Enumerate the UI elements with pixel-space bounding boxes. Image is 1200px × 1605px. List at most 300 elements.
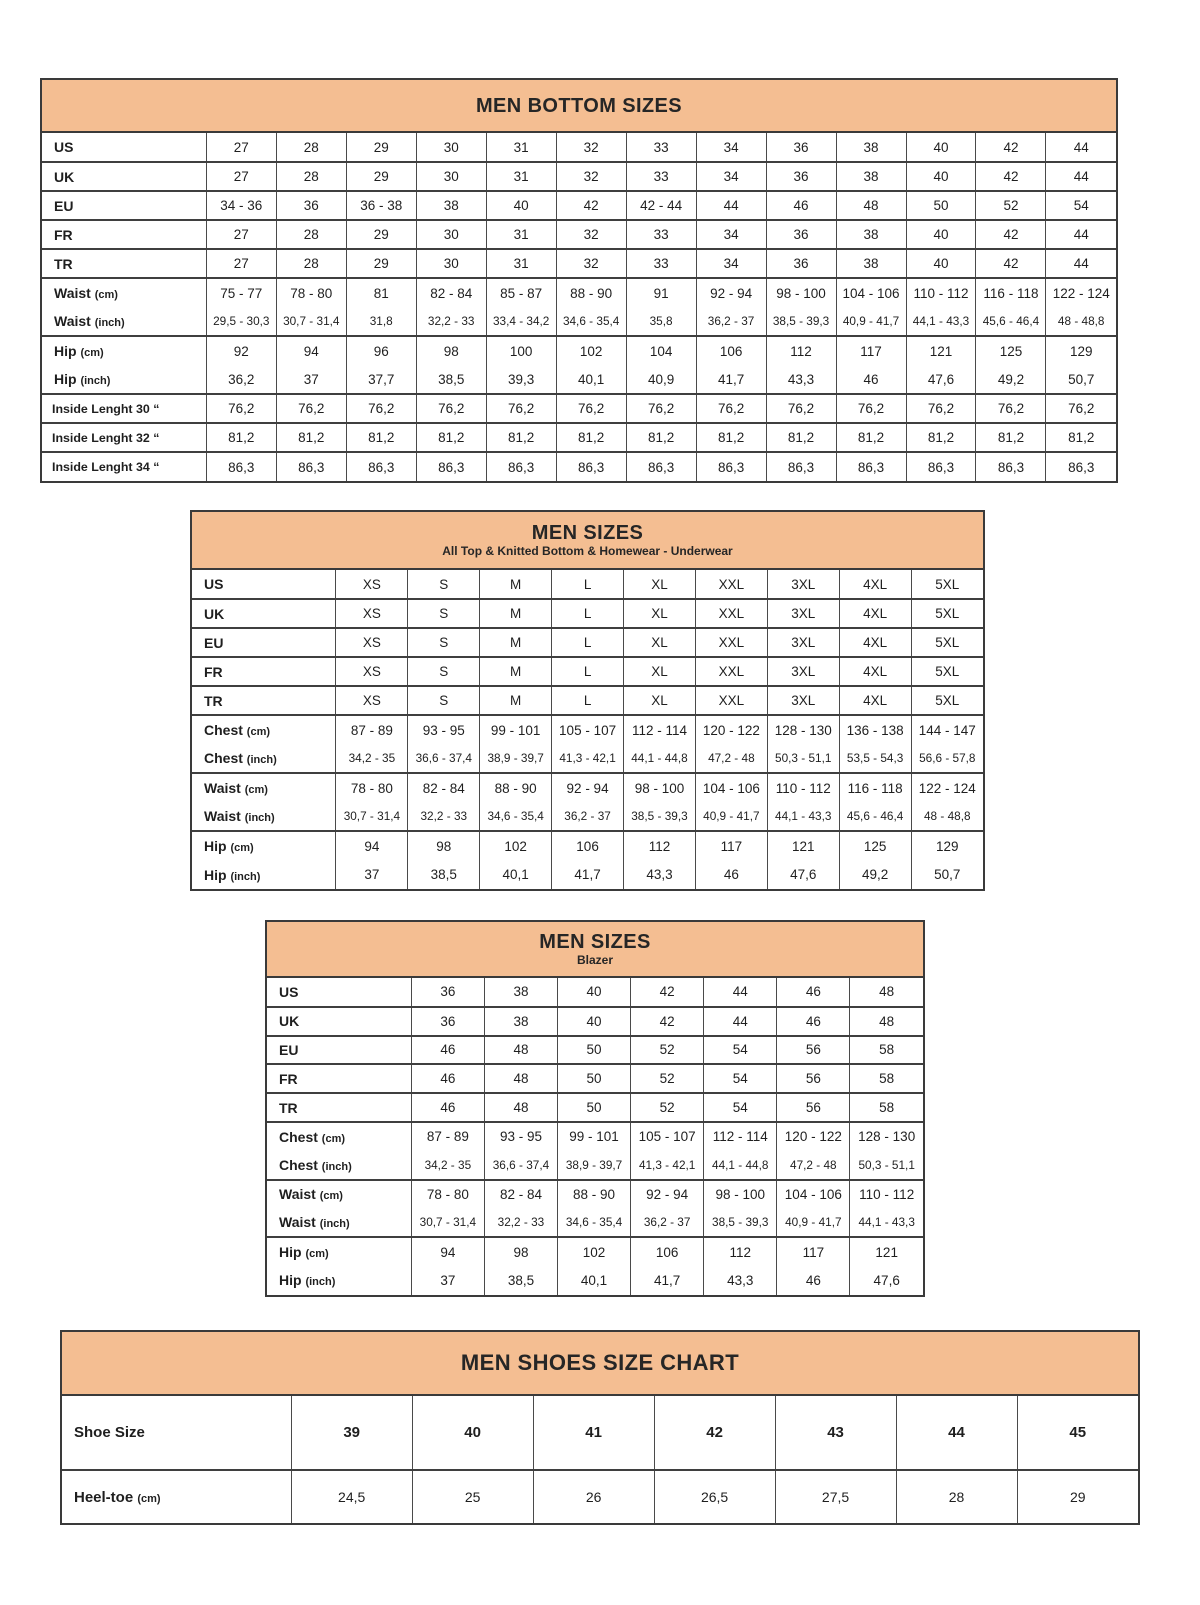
row-label-text: US: [279, 983, 299, 1000]
size-value-cell: 85 - 87: [486, 278, 556, 307]
size-value-cell: 40: [906, 220, 976, 249]
size-value-cell: 76,2: [206, 394, 276, 423]
row-label: [267, 1036, 411, 1065]
size-table: [62, 1396, 1138, 1523]
size-value-cell: L: [552, 628, 624, 657]
table-row: [267, 1122, 923, 1151]
size-value-cell: 76,2: [836, 394, 906, 423]
row-label-text: Waist: [54, 285, 91, 301]
row-label-unit: (inch): [244, 812, 275, 824]
size-value-cell: 52: [631, 1036, 704, 1065]
size-value-cell: 30: [416, 133, 486, 162]
size-value-cell: 48: [850, 978, 923, 1007]
row-label-unit: (cm): [94, 289, 118, 301]
size-value-cell: S: [408, 657, 480, 686]
size-value-cell: 102: [556, 336, 626, 365]
size-value-cell: 38,5: [484, 1266, 557, 1295]
table-row: [267, 1036, 923, 1065]
table-title: MEN SHOES SIZE CHART: [460, 1349, 740, 1375]
size-value-cell: 117: [777, 1237, 850, 1266]
size-value-cell: 42: [631, 1007, 704, 1036]
size-value-cell: 128 - 130: [767, 715, 839, 744]
size-value-cell: 122 - 124: [1046, 278, 1116, 307]
size-value-cell: 81,2: [206, 423, 276, 452]
size-value-cell: 40: [558, 1007, 631, 1036]
size-value-cell: 42: [654, 1396, 775, 1470]
size-value-cell: 110 - 112: [767, 773, 839, 802]
row-label-unit: (cm): [246, 726, 271, 738]
size-value-cell: 32,2 - 33: [416, 307, 486, 336]
size-value-cell: 125: [839, 831, 911, 860]
size-value-cell: 44: [896, 1396, 1017, 1470]
men-sizes-blazer-table: [265, 920, 925, 1297]
row-label-unit: (inch): [305, 1276, 336, 1289]
size-value-cell: 38,5: [408, 860, 480, 889]
size-value-cell: 40: [486, 191, 556, 220]
size-value-cell: 120 - 122: [695, 715, 767, 744]
size-value-cell: L: [552, 686, 624, 715]
size-value-cell: 50,7: [911, 860, 983, 889]
size-value-cell: 50,3 - 51,1: [850, 1151, 923, 1180]
size-value-cell: 40: [906, 249, 976, 278]
size-value-cell: 33: [626, 162, 696, 191]
row-label: [267, 1007, 411, 1036]
size-value-cell: 30,7 - 31,4: [276, 307, 346, 336]
size-value-cell: 46: [777, 1007, 850, 1036]
size-value-cell: 81,2: [276, 423, 346, 452]
table-row: [192, 599, 983, 628]
size-value-cell: 76,2: [696, 394, 766, 423]
size-value-cell: 42: [976, 133, 1046, 162]
size-value-cell: 93 - 95: [408, 715, 480, 744]
table-row: [42, 133, 1116, 162]
size-value-cell: 25: [412, 1470, 533, 1523]
row-label: [192, 773, 336, 802]
size-value-cell: 78 - 80: [276, 278, 346, 307]
size-value-cell: 32: [556, 133, 626, 162]
size-value-cell: 122 - 124: [911, 773, 983, 802]
size-value-cell: 37: [411, 1266, 484, 1295]
table-row: [267, 1007, 923, 1036]
size-value-cell: 34,6 - 35,4: [480, 802, 552, 831]
size-value-cell: 27,5: [775, 1470, 896, 1523]
row-label-unit: (inch): [94, 317, 125, 329]
size-value-cell: 106: [552, 831, 624, 860]
size-value-cell: 34,6 - 35,4: [556, 307, 626, 336]
size-value-cell: 31: [486, 162, 556, 191]
size-value-cell: XXL: [695, 628, 767, 657]
size-value-cell: 81,2: [346, 423, 416, 452]
table-row: [267, 1093, 923, 1122]
size-table: [267, 978, 923, 1295]
row-label-text: US: [54, 139, 74, 155]
row-label-unit: (cm): [305, 1248, 329, 1261]
table-row: [42, 220, 1116, 249]
size-value-cell: 27: [206, 220, 276, 249]
size-value-cell: 86,3: [346, 452, 416, 481]
size-value-cell: 56: [777, 1036, 850, 1065]
size-value-cell: 34: [696, 249, 766, 278]
size-value-cell: 43,3: [766, 365, 836, 394]
row-label: [42, 220, 206, 249]
size-table: [192, 570, 983, 889]
size-value-cell: 4XL: [839, 686, 911, 715]
row-label: [267, 978, 411, 1007]
size-value-cell: 38,9 - 39,7: [480, 744, 552, 773]
size-value-cell: 47,6: [767, 860, 839, 889]
size-value-cell: 29: [346, 162, 416, 191]
row-label: [267, 1266, 411, 1295]
size-value-cell: 46: [777, 978, 850, 1007]
size-value-cell: 38,5 - 39,3: [704, 1208, 777, 1237]
size-value-cell: 44,1 - 43,3: [906, 307, 976, 336]
size-value-cell: 46: [411, 1036, 484, 1065]
size-value-cell: 112 - 114: [704, 1122, 777, 1151]
size-value-cell: 44,1 - 44,8: [624, 744, 696, 773]
size-value-cell: 38: [484, 1007, 557, 1036]
size-value-cell: 4XL: [839, 657, 911, 686]
size-value-cell: 32: [556, 249, 626, 278]
size-value-cell: 104: [626, 336, 696, 365]
table-title: MEN BOTTOM SIZES: [475, 94, 683, 117]
size-value-cell: 39: [291, 1396, 412, 1470]
table-row: [192, 715, 983, 744]
size-value-cell: XL: [624, 628, 696, 657]
size-value-cell: 48: [484, 1093, 557, 1122]
size-value-cell: 3XL: [767, 628, 839, 657]
row-label-text: Waist: [204, 808, 241, 824]
row-label-unit: (inch): [319, 1218, 350, 1231]
size-value-cell: 50: [558, 1064, 631, 1093]
table-title: MEN SIZES: [539, 930, 651, 953]
size-value-cell: 52: [631, 1064, 704, 1093]
table-row: [42, 423, 1116, 452]
size-value-cell: 81,2: [1046, 423, 1116, 452]
size-value-cell: 117: [836, 336, 906, 365]
size-value-cell: 4XL: [839, 628, 911, 657]
size-value-cell: 105 - 107: [631, 1122, 704, 1151]
size-value-cell: 87 - 89: [336, 715, 408, 744]
row-label-text: Inside Lenght 30 “: [52, 401, 160, 416]
row-label: [42, 162, 206, 191]
table-subtitle: All Top & Knitted Bottom & Homewear - Underwear: [442, 543, 733, 558]
size-value-cell: 92 - 94: [696, 278, 766, 307]
size-value-cell: 36 - 38: [346, 191, 416, 220]
size-value-cell: 30: [416, 220, 486, 249]
size-value-cell: 76,2: [976, 394, 1046, 423]
size-value-cell: 35,8: [626, 307, 696, 336]
size-value-cell: 78 - 80: [411, 1180, 484, 1209]
size-value-cell: 94: [276, 336, 346, 365]
size-value-cell: 54: [1046, 191, 1116, 220]
size-value-cell: 125: [976, 336, 1046, 365]
size-value-cell: 44: [704, 1007, 777, 1036]
size-value-cell: 38: [836, 133, 906, 162]
size-value-cell: 33: [626, 220, 696, 249]
size-value-cell: 104 - 106: [836, 278, 906, 307]
size-value-cell: 38: [416, 191, 486, 220]
size-value-cell: 36,6 - 37,4: [408, 744, 480, 773]
size-value-cell: 34: [696, 220, 766, 249]
size-value-cell: 36: [766, 249, 836, 278]
size-value-cell: 38,5: [416, 365, 486, 394]
row-label-text: UK: [279, 1013, 300, 1030]
size-value-cell: 32,2 - 33: [484, 1208, 557, 1237]
size-value-cell: 45,6 - 46,4: [976, 307, 1046, 336]
size-value-cell: 112: [704, 1237, 777, 1266]
size-value-cell: 120 - 122: [777, 1122, 850, 1151]
size-value-cell: 34,2 - 35: [336, 744, 408, 773]
size-value-cell: 31: [486, 220, 556, 249]
size-value-cell: 27: [206, 249, 276, 278]
size-value-cell: 86,3: [556, 452, 626, 481]
size-value-cell: 98: [408, 831, 480, 860]
row-label: [42, 365, 206, 394]
row-label: [42, 278, 206, 307]
row-label-unit: (cm): [137, 1492, 161, 1505]
row-label: [42, 191, 206, 220]
size-value-cell: 36,2 - 37: [552, 802, 624, 831]
row-label: [62, 1470, 291, 1523]
size-value-cell: XL: [624, 599, 696, 628]
table-row: [42, 394, 1116, 423]
row-label: [267, 1180, 411, 1209]
size-value-cell: 75 - 77: [206, 278, 276, 307]
table-header-band: [267, 922, 923, 978]
size-value-cell: 46: [836, 365, 906, 394]
size-value-cell: 33: [626, 249, 696, 278]
table-row: [267, 1180, 923, 1209]
size-value-cell: 56: [777, 1093, 850, 1122]
size-value-cell: 34: [696, 162, 766, 191]
size-value-cell: 42: [976, 220, 1046, 249]
table-row: [267, 978, 923, 1007]
size-value-cell: 81,2: [976, 423, 1046, 452]
size-value-cell: 29: [346, 249, 416, 278]
size-value-cell: 81,2: [836, 423, 906, 452]
size-value-cell: 40,9 - 41,7: [695, 802, 767, 831]
size-value-cell: XS: [336, 657, 408, 686]
size-value-cell: 91: [626, 278, 696, 307]
row-label-text: TR: [54, 255, 73, 272]
row-label: [192, 802, 336, 831]
size-value-cell: 40: [412, 1396, 533, 1470]
size-value-cell: 47,2 - 48: [777, 1151, 850, 1180]
size-value-cell: 4XL: [839, 570, 911, 599]
size-value-cell: 76,2: [906, 394, 976, 423]
size-value-cell: XXL: [695, 657, 767, 686]
size-value-cell: 81,2: [416, 423, 486, 452]
size-value-cell: 106: [631, 1237, 704, 1266]
size-value-cell: 3XL: [767, 599, 839, 628]
row-label-unit: (inch): [80, 375, 111, 387]
row-label: [267, 1093, 411, 1122]
table-title: MEN SIZES: [531, 521, 644, 544]
table-row: [267, 1208, 923, 1237]
size-value-cell: 34,6 - 35,4: [558, 1208, 631, 1237]
size-value-cell: 45: [1017, 1396, 1138, 1470]
row-label: [192, 831, 336, 860]
size-value-cell: 31: [486, 133, 556, 162]
row-label: [192, 744, 336, 773]
size-value-cell: 86,3: [276, 452, 346, 481]
size-value-cell: 5XL: [911, 628, 983, 657]
row-label-text: Waist: [279, 1214, 316, 1231]
size-value-cell: 82 - 84: [408, 773, 480, 802]
size-value-cell: 49,2: [839, 860, 911, 889]
size-value-cell: 76,2: [1046, 394, 1116, 423]
size-value-cell: 86,3: [626, 452, 696, 481]
size-value-cell: 44: [696, 191, 766, 220]
size-value-cell: 36: [411, 1007, 484, 1036]
table-row: [62, 1470, 1138, 1523]
size-value-cell: 36: [766, 220, 836, 249]
size-value-cell: S: [408, 599, 480, 628]
size-value-cell: 46: [411, 1064, 484, 1093]
table-row: [267, 1151, 923, 1180]
size-value-cell: 94: [336, 831, 408, 860]
size-value-cell: XS: [336, 628, 408, 657]
size-value-cell: L: [552, 570, 624, 599]
size-value-cell: 136 - 138: [839, 715, 911, 744]
size-value-cell: XXL: [695, 570, 767, 599]
table-row: [42, 336, 1116, 365]
size-value-cell: 31,8: [346, 307, 416, 336]
size-value-cell: 78 - 80: [336, 773, 408, 802]
size-value-cell: 29: [346, 220, 416, 249]
size-value-cell: 86,3: [906, 452, 976, 481]
size-value-cell: 48: [484, 1036, 557, 1065]
row-label-text: UK: [54, 168, 75, 185]
row-label-text: FR: [54, 226, 73, 243]
size-value-cell: 56: [777, 1064, 850, 1093]
size-value-cell: 81,2: [626, 423, 696, 452]
size-value-cell: 43: [775, 1396, 896, 1470]
row-label-text: Shoe Size: [74, 1424, 145, 1441]
size-value-cell: 26,5: [654, 1470, 775, 1523]
size-value-cell: 27: [206, 133, 276, 162]
size-value-cell: 50: [558, 1093, 631, 1122]
row-label: [192, 628, 336, 657]
size-value-cell: 41: [533, 1396, 654, 1470]
row-label-unit: (cm): [244, 784, 268, 796]
size-value-cell: 45,6 - 46,4: [839, 802, 911, 831]
size-value-cell: 42: [631, 978, 704, 1007]
size-value-cell: 40: [906, 162, 976, 191]
size-value-cell: L: [552, 599, 624, 628]
size-value-cell: 98 - 100: [704, 1180, 777, 1209]
size-value-cell: 43,3: [704, 1266, 777, 1295]
size-value-cell: 40,9 - 41,7: [836, 307, 906, 336]
size-value-cell: 76,2: [416, 394, 486, 423]
row-label-unit: (cm): [319, 1190, 343, 1203]
size-value-cell: 81: [346, 278, 416, 307]
size-value-cell: 44: [1046, 162, 1116, 191]
row-label-text: Waist: [204, 780, 241, 796]
size-value-cell: 105 - 107: [552, 715, 624, 744]
size-value-cell: 32,2 - 33: [408, 802, 480, 831]
size-value-cell: 82 - 84: [484, 1180, 557, 1209]
size-value-cell: 76,2: [346, 394, 416, 423]
size-value-cell: 76,2: [276, 394, 346, 423]
size-value-cell: 46: [695, 860, 767, 889]
size-value-cell: 98: [484, 1237, 557, 1266]
size-value-cell: XL: [624, 570, 696, 599]
size-value-cell: 98 - 100: [624, 773, 696, 802]
size-value-cell: 53,5 - 54,3: [839, 744, 911, 773]
row-label-unit: (inch): [246, 754, 277, 766]
size-value-cell: 86,3: [1046, 452, 1116, 481]
size-value-cell: 81,2: [696, 423, 766, 452]
size-value-cell: 31: [486, 249, 556, 278]
table-row: [42, 162, 1116, 191]
size-value-cell: 117: [695, 831, 767, 860]
row-label-unit: (cm): [80, 347, 104, 359]
size-value-cell: 40,9 - 41,7: [777, 1208, 850, 1237]
size-value-cell: 54: [704, 1093, 777, 1122]
men-shoes-size-chart-table: [60, 1330, 1140, 1525]
size-value-cell: 144 - 147: [911, 715, 983, 744]
size-value-cell: 29: [346, 133, 416, 162]
size-value-cell: 40,1: [556, 365, 626, 394]
row-label: [267, 1208, 411, 1237]
row-label: [42, 249, 206, 278]
row-label-text: TR: [279, 1099, 298, 1116]
size-value-cell: 42: [976, 249, 1046, 278]
row-label: [42, 452, 206, 481]
row-label: [42, 307, 206, 336]
size-value-cell: 30: [416, 249, 486, 278]
size-value-cell: 121: [850, 1237, 923, 1266]
size-value-cell: 56,6 - 57,8: [911, 744, 983, 773]
size-value-cell: 36,6 - 37,4: [484, 1151, 557, 1180]
size-value-cell: 34,2 - 35: [411, 1151, 484, 1180]
table-header-band: [192, 512, 983, 570]
size-value-cell: 44: [704, 978, 777, 1007]
row-label-unit: (cm): [321, 1132, 346, 1145]
row-label-text: Heel-toe: [74, 1488, 134, 1506]
size-value-cell: 50,7: [1046, 365, 1116, 394]
size-value-cell: 42 - 44: [626, 191, 696, 220]
size-value-cell: 129: [1046, 336, 1116, 365]
row-label: [267, 1122, 411, 1151]
size-value-cell: 102: [480, 831, 552, 860]
size-value-cell: 81,2: [556, 423, 626, 452]
size-value-cell: 52: [631, 1093, 704, 1122]
size-value-cell: 116 - 118: [976, 278, 1046, 307]
table-row: [42, 307, 1116, 336]
size-value-cell: 50: [906, 191, 976, 220]
row-label-text: Hip: [204, 838, 227, 854]
size-value-cell: 36,2: [206, 365, 276, 394]
size-value-cell: 48: [836, 191, 906, 220]
row-label: [267, 1237, 411, 1266]
table-row: [192, 773, 983, 802]
size-value-cell: 112: [624, 831, 696, 860]
size-value-cell: 39,3: [486, 365, 556, 394]
size-value-cell: 24,5: [291, 1470, 412, 1523]
size-value-cell: 106: [696, 336, 766, 365]
size-value-cell: M: [480, 570, 552, 599]
size-value-cell: 4XL: [839, 599, 911, 628]
size-value-cell: S: [408, 570, 480, 599]
size-value-cell: 46: [411, 1093, 484, 1122]
size-value-cell: 38: [484, 978, 557, 1007]
size-value-cell: 94: [411, 1237, 484, 1266]
size-value-cell: XXL: [695, 686, 767, 715]
size-value-cell: 47,6: [906, 365, 976, 394]
size-value-cell: 33: [626, 133, 696, 162]
